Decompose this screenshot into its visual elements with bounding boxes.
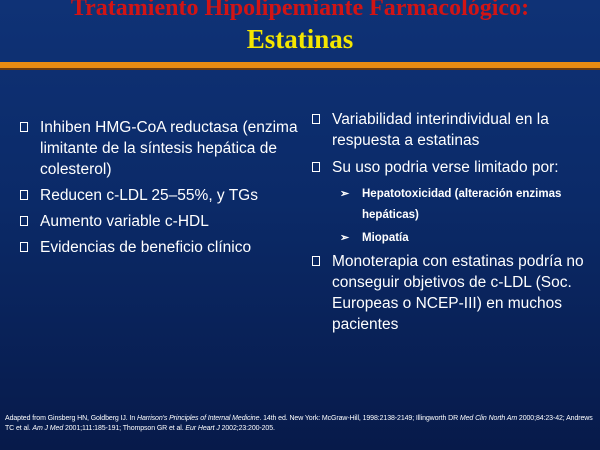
list-item [20, 185, 300, 206]
title-line-2: Estatinas [246, 24, 354, 54]
square-bullet-icon [20, 190, 28, 200]
left-column [20, 117, 300, 263]
arrowhead-bullet-icon: ➢ [340, 232, 350, 244]
list-item-text: Su uso podria verse limitado por: [332, 159, 559, 176]
list-item [312, 157, 596, 178]
list-item [20, 211, 300, 232]
list-item [312, 251, 596, 335]
arrowhead-bullet-icon: ➢ [340, 188, 350, 200]
list-item-text: Variabilidad interindividual en la respuesta a estatinas [332, 111, 549, 149]
list-item [312, 109, 596, 151]
reference-footnote: Adapted from Ginsberg HN, Goldberg IJ. In Harrison's Principles of Internal Medicine. 14th ed. New York: McGraw-Hill, 1998:2138-2149; Illingworth DR Med Clin North Am 2000;84:23-42; Andrews TC et al. Am J Med 2001;111:185-191; Thompson GR et al. Eur Heart J 2002;23:200-205. [5, 415, 593, 432]
square-bullet-icon [20, 216, 28, 226]
right-column [312, 109, 596, 341]
list-item-text: Reducen c-LDL 25–55%, y TGs [40, 187, 258, 204]
sub-list-item [312, 228, 596, 249]
square-bullet-icon [20, 122, 28, 132]
sub-list-item [312, 184, 596, 226]
list-item-text: Aumento variable c-HDL [40, 213, 209, 230]
list-item [20, 237, 300, 258]
square-bullet-icon [312, 162, 320, 172]
square-bullet-icon [20, 242, 28, 252]
title-divider-shadow [0, 68, 600, 70]
list-item [20, 117, 300, 180]
list-item-text: Monoterapia con estatinas podría no conseguir objetivos de c-LDL (Soc. Europeas o NCEP-III) en muchos pacientes [332, 253, 584, 333]
sub-list-item-text: Miopatía [362, 232, 409, 244]
square-bullet-icon [312, 256, 320, 266]
title-line-1: Tratamiento Hipolipemiante Farmacológico: [70, 0, 530, 21]
list-item-text: Evidencias de beneficio clínico [40, 239, 252, 256]
square-bullet-icon [312, 114, 320, 124]
sub-list-item-text: Hepatotoxicidad (alteración enzimas hepáticas) [362, 188, 562, 221]
list-item-text: Inhiben HMG-CoA reductasa (enzima limitante de la síntesis hepática de colesterol) [40, 119, 298, 178]
